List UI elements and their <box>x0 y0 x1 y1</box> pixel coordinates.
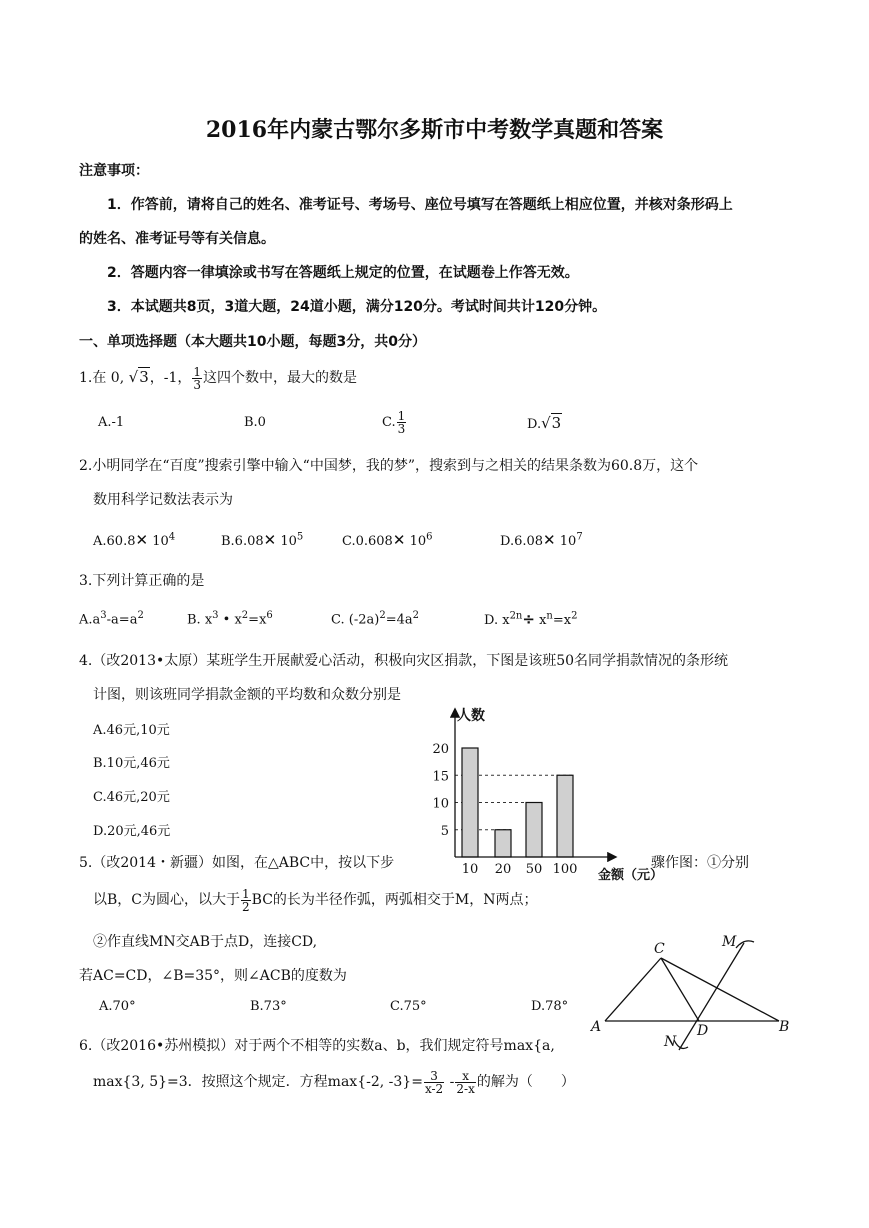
question-5-stem-line-3: ②作直线MN交AB于点D，连接CD, <box>93 934 318 950</box>
q1-option-c-fraction <box>397 410 407 435</box>
expr: A.a <box>79 612 101 628</box>
ten: 10 <box>409 534 427 549</box>
q4-option-b: B.10元,46元 <box>93 756 170 771</box>
q2-option-a <box>93 531 175 549</box>
divide-icon: ÷ <box>522 610 535 628</box>
exponent: 6 <box>426 531 433 543</box>
question-6-stem-line-2 <box>93 1061 575 1103</box>
option-base: A.60.8 <box>93 534 136 549</box>
q4-option-c: C.46元,20元 <box>93 790 170 805</box>
q1-option-c <box>382 403 407 443</box>
fraction-denominator: x-2 <box>424 1081 444 1096</box>
expr: x <box>534 613 547 628</box>
y-tick-label: 15 <box>432 769 449 785</box>
notice-item-3: 3．本试题共8页，3道大题，24道小题，满分120分。考试时间共计120分钟。 <box>107 299 607 315</box>
question-5-stem-line-2 <box>93 880 537 920</box>
page-title: 2016年内蒙古鄂尔多斯市中考数学真题和答案 <box>205 117 664 143</box>
fraction-denominator: 3 <box>397 422 406 436</box>
fraction-numerator: 3 <box>424 1070 444 1083</box>
sqrt-3: √3 <box>128 368 149 386</box>
label-m: M <box>722 934 737 950</box>
q2-option-b <box>221 531 303 549</box>
q3-option-d <box>484 610 577 628</box>
notice-heading: 注意事项： <box>79 163 149 179</box>
x-tick-label: 100 <box>552 862 578 877</box>
multiply-icon: ✕ <box>135 531 149 549</box>
q1-option-b: B.0 <box>244 415 266 430</box>
option-base: B.6.08 <box>221 534 264 549</box>
option-base: C.0.608 <box>342 534 393 549</box>
x-tick-label: 50 <box>525 862 543 877</box>
q5-option-b: B.73° <box>250 999 287 1014</box>
q1-prefix: 1.在 0, <box>79 370 125 386</box>
q3-option-b <box>187 610 273 627</box>
expr: B. x <box>187 612 213 628</box>
question-1-stem <box>79 358 357 396</box>
exponent: 4 <box>168 531 176 543</box>
q5-option-d: D.78° <box>531 999 569 1014</box>
q2-option-d <box>500 531 583 549</box>
label-n: N <box>664 1034 677 1050</box>
label-b: B <box>779 1019 790 1035</box>
q6-line2b: 的解为（ ） <box>476 1074 575 1090</box>
exponent: 5 <box>296 531 304 543</box>
segment-ac <box>605 958 661 1021</box>
y-tick-label: 20 <box>432 742 449 757</box>
q1-option-c-label: C. <box>382 415 396 430</box>
question-5-stem-line-1b: 骤作图：①分别 <box>651 855 749 871</box>
y-axis-label: 人数 <box>457 708 485 724</box>
q5-line2b: BC的长为半径作弧，两弧相交于M，N两点； <box>251 892 538 908</box>
exponent: 2 <box>412 610 419 621</box>
fraction-one-third <box>192 366 202 391</box>
expr: C. (-2a) <box>331 612 380 628</box>
fraction-one-half <box>241 888 251 913</box>
question-2-stem-line-2: 数用科学记数法表示为 <box>93 492 233 508</box>
exponent: 2 <box>241 610 249 621</box>
bar-20 <box>495 830 511 857</box>
ten: 10 <box>280 534 297 549</box>
segment-cb <box>661 958 779 1021</box>
question-6-stem-line-1: 6.（改2016•苏州模拟）对于两个不相等的实数a、b，我们规定符号max{a, <box>79 1038 555 1054</box>
bar-50 <box>526 803 542 858</box>
exponent: 7 <box>576 531 583 543</box>
exponent: 3 <box>100 610 107 621</box>
label-d: D <box>697 1023 709 1039</box>
notice-item-2: 2．答题内容一律填涂或书写在答题纸上规定的位置，在试题卷上作答无效。 <box>107 265 579 281</box>
notice-item-1-line-1: 1．作答前，请将自己的姓名、准考证号、考场号、座位号填写在答题纸上相应位置，并核对条形码上 <box>107 197 733 213</box>
x-tick-label: 10 <box>461 862 479 877</box>
bar-100 <box>557 775 573 857</box>
expr: =4a <box>385 612 413 628</box>
notice-item-1-line-2: 的姓名、准考证号等有关信息。 <box>79 231 275 247</box>
sqrt-3: √3 <box>541 414 562 432</box>
y-tick-label: 10 <box>432 796 449 812</box>
q5-option-c: C.75° <box>390 999 427 1014</box>
expr: -a=a <box>106 612 138 628</box>
label-a: A <box>591 1019 602 1035</box>
ten: 10 <box>559 534 577 549</box>
exponent: 2 <box>379 610 386 621</box>
q3-option-c <box>331 610 419 627</box>
expr: D. x <box>484 613 510 628</box>
fraction-numerator: 1 <box>193 364 202 379</box>
exponent: 3 <box>212 610 219 621</box>
fraction-numerator: 1 <box>242 886 250 901</box>
fraction-denominator: 2 <box>242 899 250 914</box>
expr: =x <box>248 612 267 628</box>
x-tick-label: 20 <box>494 862 512 877</box>
q3-option-a <box>79 610 144 627</box>
q1-option-d-label: D. <box>527 417 542 432</box>
question-3-stem: 3.下列计算正确的是 <box>79 573 205 589</box>
question-5-stem-line-1a: 5.（改2014・新疆）如图，在△ABC中，按以下步 <box>79 855 395 871</box>
multiply-icon: ✕ <box>392 531 406 549</box>
bar-10 <box>462 748 478 857</box>
q4-option-a: A.46元,10元 <box>93 723 170 738</box>
expr: • x <box>218 612 242 628</box>
q6-line2a: max{3, 5}=3．按照这个规定．方程max{-2, -3}= <box>93 1074 423 1090</box>
exponent: 2n <box>509 610 523 622</box>
donation-bar-chart <box>420 700 670 885</box>
exponent: 6 <box>266 610 273 621</box>
fraction-3-over-x-minus-2 <box>424 1070 444 1095</box>
fraction-numerator: x <box>455 1070 475 1083</box>
fraction-denominator: 2-x <box>456 1081 475 1096</box>
sqrt-radicand: 3 <box>551 414 562 432</box>
q5-line2a: 以B，C为圆心，以大于 <box>93 892 240 908</box>
triangle-construction-diagram <box>586 928 796 1063</box>
fraction-x-over-2-minus-x <box>455 1070 475 1095</box>
fraction-numerator: 1 <box>397 409 406 423</box>
label-c: C <box>654 941 665 957</box>
minus-sign: - <box>449 1074 455 1090</box>
option-base: D.6.08 <box>500 534 544 549</box>
multiply-icon: ✕ <box>263 531 277 549</box>
fraction-denominator: 3 <box>193 377 202 392</box>
sqrt-radicand: 3 <box>139 368 149 386</box>
q1-mid: ，-1， <box>149 370 192 386</box>
question-5-stem-line-4: 若AC=CD，∠B=35°，则∠ACB的度数为 <box>79 968 347 984</box>
q1-option-d <box>527 405 562 441</box>
exponent: 2 <box>571 610 578 622</box>
question-4-stem-line-1: 4.（改2013•太原）某班学生开展献爱心活动，积极向灾区捐款，下图是该班50名同学捐款情况的条形统 <box>79 653 729 669</box>
q5-option-a: A.70° <box>99 999 136 1014</box>
x-axis-label: 金额（元） <box>598 868 664 883</box>
question-4-stem-line-2: 计图，则该班同学捐款金额的平均数和众数分别是 <box>93 687 401 703</box>
question-2-stem-line-1: 2.小明同学在“百度”搜索引擎中输入“中国梦，我的梦”，搜索到与之相关的结果条数为60.8万，这个 <box>79 458 699 474</box>
arc-m <box>736 941 754 948</box>
q4-option-d: D.20元,46元 <box>93 824 171 839</box>
ten: 10 <box>152 534 169 549</box>
multiply-icon: ✕ <box>543 531 556 549</box>
q1-suffix: 这四个数中，最大的数是 <box>203 370 358 386</box>
expr: =x <box>552 613 572 628</box>
exponent: n <box>546 610 553 622</box>
q1-option-a: A.-1 <box>98 415 125 430</box>
section-heading-single-choice: 一、单项选择题（本大题共10小题，每题3分，共0分） <box>79 334 426 350</box>
exponent: 2 <box>137 610 144 621</box>
y-tick-label: 5 <box>440 823 449 839</box>
q2-option-c <box>342 531 432 549</box>
